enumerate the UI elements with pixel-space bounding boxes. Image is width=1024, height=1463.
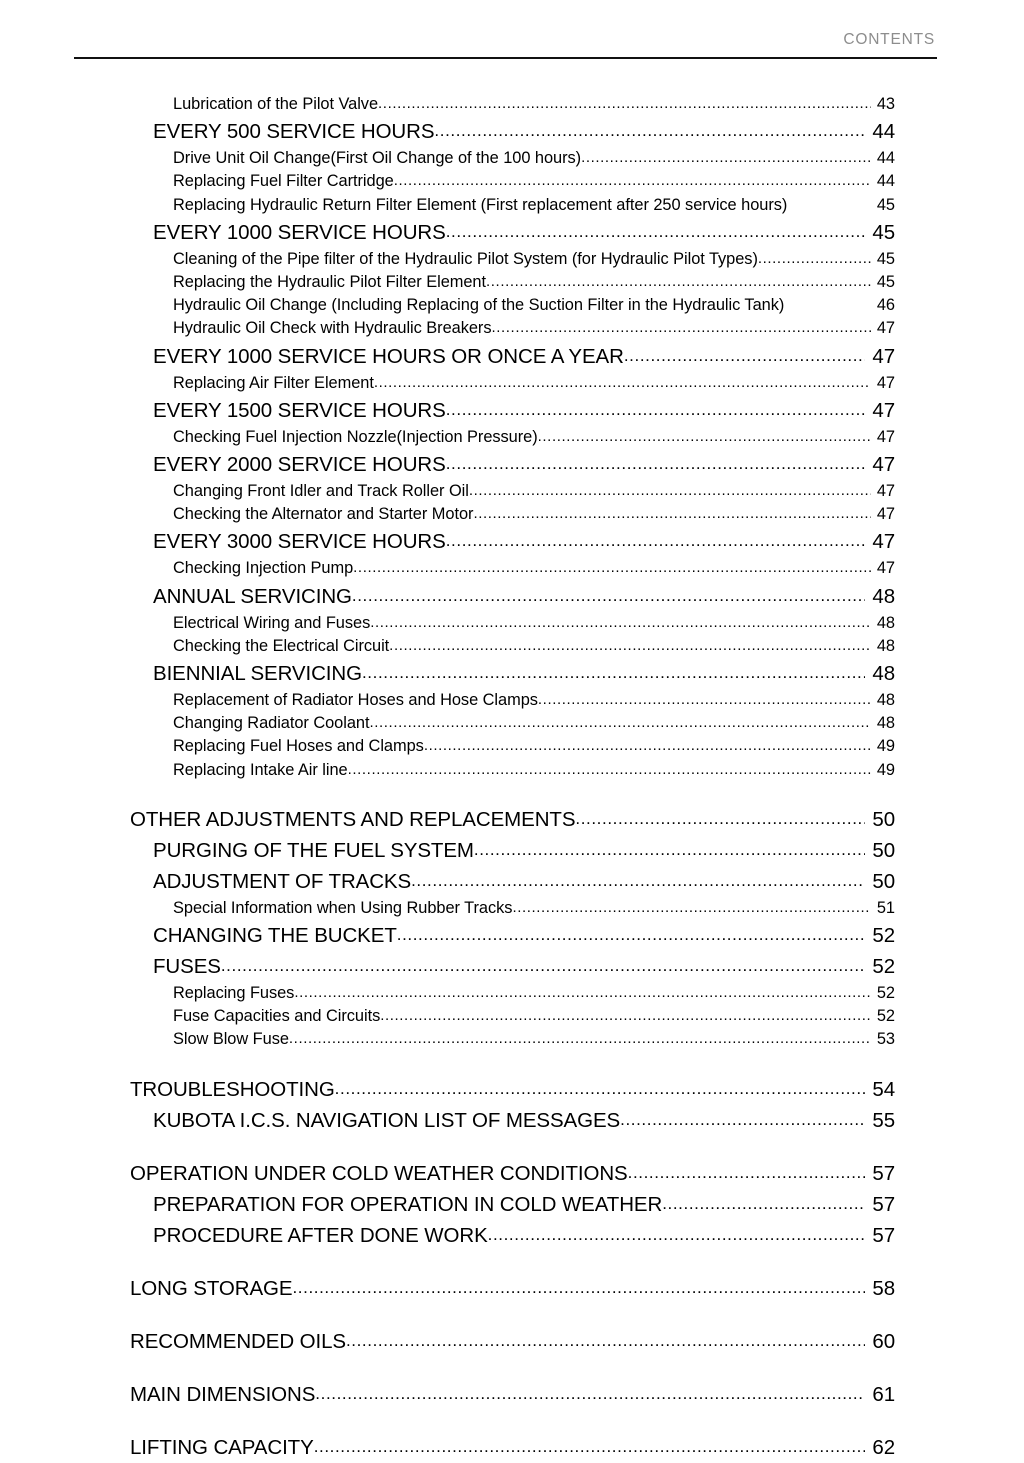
toc-entry-title: EVERY 1000 SERVICE HOURS OR ONCE A YEAR <box>153 344 624 368</box>
toc-dot-leader <box>488 1219 865 1250</box>
toc-entry-page-number: 47 <box>872 344 895 368</box>
toc-entry-title: Cleaning of the Pipe filter of the Hydraulic Pilot System (for Hydraulic Pilot Types) <box>173 249 758 268</box>
toc-entry-title: Changing Radiator Coolant <box>173 714 370 733</box>
toc-dot-leader <box>315 1378 865 1409</box>
toc-entry-page-number: 58 <box>872 1276 895 1300</box>
toc-entry[interactable] <box>173 982 895 1005</box>
toc-entry-title: Replacing Fuses <box>173 984 295 1003</box>
toc-entry[interactable] <box>130 804 895 835</box>
toc-dot-leader <box>446 394 865 425</box>
toc-entry[interactable] <box>130 1158 895 1189</box>
toc-entry-page-number: 47 <box>876 482 895 501</box>
toc-entry-page-number: 47 <box>872 530 895 554</box>
toc-entry-title: Fuse Capacities and Circuits <box>173 1007 381 1026</box>
toc-entry-title: EVERY 2000 SERVICE HOURS <box>153 453 446 477</box>
toc-entry[interactable] <box>153 526 895 557</box>
toc-entry-title: PROCEDURE AFTER DONE WORK <box>153 1223 488 1247</box>
toc-entry[interactable] <box>173 248 895 271</box>
toc-entry-page-number: 44 <box>872 120 895 144</box>
toc-dot-leader <box>289 1027 871 1050</box>
toc-entry-page-number: 47 <box>872 453 895 477</box>
toc-entry-page-number: 45 <box>876 249 895 268</box>
toc-entry-page-number: 48 <box>876 613 895 632</box>
toc-entry-page-number: 48 <box>872 584 895 608</box>
toc-dot-leader <box>348 758 871 781</box>
toc-dot-leader <box>353 556 871 579</box>
toc-entry-page-number: 45 <box>876 195 895 214</box>
toc-entry[interactable] <box>173 735 895 758</box>
toc-entry-title: Changing Front Idler and Track Roller Oil <box>173 482 469 501</box>
toc-dot-leader <box>486 270 871 293</box>
toc-entry-page-number: 47 <box>876 319 895 338</box>
toc-entry-title: EVERY 1000 SERVICE HOURS <box>153 220 446 244</box>
toc-entry-title: RECOMMENDED OILS <box>130 1329 346 1353</box>
toc-entry-title: Slow Blow Fuse <box>173 1030 289 1049</box>
toc-entry-title: Checking Injection Pump <box>173 559 354 578</box>
toc-entry[interactable] <box>173 1028 895 1051</box>
toc-entry[interactable] <box>173 503 895 526</box>
toc-entry-page-number: 44 <box>876 149 895 168</box>
toc-entry-page-number: 62 <box>872 1435 895 1459</box>
toc-dot-leader <box>446 525 865 556</box>
toc-entry-page-number: 47 <box>876 427 895 446</box>
toc-entry[interactable] <box>153 449 895 480</box>
toc-entry-title: BIENNIAL SERVICING <box>153 662 362 686</box>
toc-entry-page-number: 47 <box>872 398 895 422</box>
toc-dot-leader <box>575 803 865 834</box>
toc-entry-page-number: 48 <box>876 636 895 655</box>
toc-dot-leader <box>394 169 871 192</box>
toc-dot-leader <box>624 340 865 371</box>
toc-dot-leader <box>469 479 871 502</box>
toc-entry-page-number: 54 <box>872 1077 895 1101</box>
toc-entry-page-number: 57 <box>872 1192 895 1216</box>
toc-entry-title: FUSES <box>153 955 221 979</box>
toc-entry-page-number: 52 <box>876 984 895 1003</box>
table-of-contents <box>0 93 1024 1463</box>
toc-entry-title: Replacing Fuel Filter Cartridge <box>173 172 394 191</box>
toc-dot-leader <box>628 1157 865 1188</box>
toc-entry-page-number: 60 <box>872 1329 895 1353</box>
toc-entry-title: Replacing Fuel Hoses and Clamps <box>173 737 424 756</box>
toc-dot-leader <box>758 247 871 270</box>
toc-entry-page-number: 51 <box>876 898 895 917</box>
toc-entry[interactable] <box>153 341 895 372</box>
toc-entry-title: Hydraulic Oil Check with Hydraulic Breakers <box>173 319 492 338</box>
toc-entry[interactable] <box>173 635 895 658</box>
header-title: CONTENTS <box>843 31 935 48</box>
toc-dot-leader <box>352 580 865 611</box>
toc-entry-page-number: 57 <box>872 1223 895 1247</box>
toc-entry-title: KUBOTA I.C.S. NAVIGATION LIST OF MESSAGES <box>153 1108 621 1132</box>
toc-entry-title: Special Information when Using Rubber Tracks <box>173 898 513 917</box>
toc-dot-leader <box>335 1073 865 1104</box>
toc-entry[interactable] <box>153 1105 895 1136</box>
toc-entry[interactable] <box>153 217 895 248</box>
toc-entry[interactable] <box>153 1189 895 1220</box>
toc-entry-page-number: 49 <box>876 760 895 779</box>
toc-entry[interactable] <box>153 658 895 689</box>
toc-dot-leader <box>389 634 871 657</box>
toc-dot-leader <box>512 896 871 919</box>
toc-entry-title: EVERY 3000 SERVICE HOURS <box>153 530 446 554</box>
toc-dot-leader <box>434 115 865 146</box>
toc-dot-leader <box>411 865 865 896</box>
toc-dot-leader <box>662 1188 865 1219</box>
toc-entry-page-number: 43 <box>876 95 895 113</box>
toc-entry-page-number: 52 <box>872 955 895 979</box>
toc-entry-title: Replacing Hydraulic Return Filter Element (First replacement after 250 service hours) <box>173 195 788 214</box>
toc-dot-leader <box>473 502 871 525</box>
toc-entry-title: Hydraulic Oil Change (Including Replacing of the Suction Filter in the Hydraulic Tank) <box>173 296 785 315</box>
toc-entry[interactable] <box>130 1273 895 1304</box>
toc-entry-page-number: 50 <box>872 838 895 862</box>
toc-entry[interactable] <box>173 712 895 735</box>
toc-entry-page-number: 53 <box>876 1030 895 1049</box>
toc-entry[interactable] <box>153 1220 895 1251</box>
toc-dot-leader <box>474 834 865 865</box>
toc-entry-page-number: 45 <box>872 220 895 244</box>
toc-entry[interactable] <box>173 759 895 782</box>
toc-entry[interactable] <box>153 116 895 147</box>
toc-entry-page-number: 44 <box>876 172 895 191</box>
toc-dot-leader <box>538 688 871 711</box>
toc-entry[interactable] <box>173 147 895 170</box>
toc-entry-title: Checking the Alternator and Starter Motor <box>173 505 474 524</box>
toc-entry-title: PURGING OF THE FUEL SYSTEM <box>153 838 474 862</box>
toc-entry-title: MAIN DIMENSIONS <box>130 1382 316 1406</box>
toc-entry-page-number: 57 <box>872 1161 895 1185</box>
toc-entry-title: Lubrication of the Pilot Valve <box>173 95 379 113</box>
toc-entry[interactable] <box>173 612 895 635</box>
toc-entry[interactable] <box>153 920 895 951</box>
toc-entry[interactable] <box>153 951 895 982</box>
toc-dot-leader <box>581 146 871 169</box>
toc-entry-title: OPERATION UNDER COLD WEATHER CONDITIONS <box>130 1161 628 1185</box>
toc-entry-page-number: 50 <box>872 807 895 831</box>
toc-entry-page-number: 47 <box>876 559 895 578</box>
toc-entry-page-number: 52 <box>872 924 895 948</box>
toc-dot-leader <box>294 981 871 1004</box>
toc-entry[interactable] <box>130 1074 895 1105</box>
toc-entry-title: LONG STORAGE <box>130 1276 293 1300</box>
toc-entry-page-number: 61 <box>872 1382 895 1406</box>
toc-entry-page-number: 47 <box>876 505 895 524</box>
toc-entry-title: Replacing Intake Air line <box>173 760 348 779</box>
toc-entry-title: EVERY 500 SERVICE HOURS <box>153 120 435 144</box>
toc-entry-title: EVERY 1500 SERVICE HOURS <box>153 398 446 422</box>
toc-entry[interactable] <box>173 170 895 193</box>
toc-entry[interactable] <box>173 372 895 395</box>
toc-dot-leader <box>380 1004 871 1027</box>
toc-dot-leader <box>446 216 865 247</box>
toc-dot-leader <box>370 611 871 634</box>
toc-dot-leader <box>346 1325 865 1356</box>
toc-entry-title: Replacing Air Filter Element <box>173 373 374 392</box>
toc-entry-page-number: 50 <box>872 869 895 893</box>
toc-entry-page-number: 52 <box>876 1007 895 1026</box>
toc-entry[interactable] <box>173 317 895 340</box>
toc-entry[interactable] <box>173 1005 895 1028</box>
header-divider <box>74 57 937 59</box>
toc-entry-title: Replacement of Radiator Hoses and Hose Clamps <box>173 691 538 710</box>
toc-entry-title: Drive Unit Oil Change(First Oil Change of the 100 hours) <box>173 149 582 168</box>
toc-entry-title: Replacing the Hydraulic Pilot Filter Element <box>173 273 487 292</box>
toc-dot-leader <box>620 1104 865 1135</box>
toc-entry[interactable] <box>173 294 895 317</box>
toc-entry-page-number: 55 <box>872 1108 895 1132</box>
toc-entry-page-number: 48 <box>876 714 895 733</box>
toc-entry-title: CHANGING THE BUCKET <box>153 924 397 948</box>
page-header <box>74 30 937 59</box>
toc-entry-page-number: 49 <box>876 737 895 756</box>
toc-entry[interactable] <box>173 557 895 580</box>
toc-entry-title: Checking Fuel Injection Nozzle(Injection Pressure) <box>173 427 538 446</box>
toc-entry[interactable] <box>153 835 895 866</box>
toc-entry-title: TROUBLESHOOTING <box>130 1077 335 1101</box>
toc-entry[interactable] <box>173 426 895 449</box>
toc-entry[interactable] <box>173 271 895 294</box>
toc-entry[interactable] <box>173 689 895 712</box>
toc-dot-leader <box>424 734 871 757</box>
toc-entry-page-number: 47 <box>876 373 895 392</box>
toc-entry[interactable] <box>173 897 895 920</box>
toc-entry[interactable] <box>173 194 895 217</box>
toc-entry-title: OTHER ADJUSTMENTS AND REPLACEMENTS <box>130 807 576 831</box>
toc-entry-page-number: 45 <box>876 273 895 292</box>
toc-entry-page-number: 48 <box>876 691 895 710</box>
toc-entry[interactable] <box>130 1432 895 1463</box>
toc-dot-leader <box>491 316 871 339</box>
toc-entry-title: Checking the Electrical Circuit <box>173 636 390 655</box>
toc-dot-leader <box>369 711 871 734</box>
toc-entry-page-number: 48 <box>872 662 895 686</box>
toc-entry-title: ANNUAL SERVICING <box>153 584 352 608</box>
toc-dot-leader <box>221 950 865 981</box>
toc-entry-title: LIFTING CAPACITY <box>130 1435 314 1459</box>
toc-entry[interactable] <box>153 395 895 426</box>
toc-dot-leader <box>538 425 871 448</box>
toc-dot-leader <box>378 92 871 115</box>
toc-entry-title: ADJUSTMENT OF TRACKS <box>153 869 412 893</box>
toc-entry[interactable] <box>130 1379 895 1410</box>
toc-dot-leader <box>374 371 871 394</box>
toc-dot-leader <box>446 448 865 479</box>
toc-entry[interactable] <box>153 866 895 897</box>
toc-entry[interactable] <box>173 480 895 503</box>
toc-dot-leader <box>314 1431 865 1462</box>
toc-entry-title: PREPARATION FOR OPERATION IN COLD WEATHER <box>153 1192 663 1216</box>
toc-entry-title: Electrical Wiring and Fuses <box>173 613 371 632</box>
toc-entry[interactable] <box>173 93 895 116</box>
toc-entry[interactable] <box>153 581 895 612</box>
toc-entry-page-number: 46 <box>876 296 895 315</box>
toc-dot-leader <box>292 1272 865 1303</box>
toc-dot-leader <box>362 657 865 688</box>
toc-entry[interactable] <box>130 1326 895 1357</box>
toc-dot-leader <box>397 919 865 950</box>
